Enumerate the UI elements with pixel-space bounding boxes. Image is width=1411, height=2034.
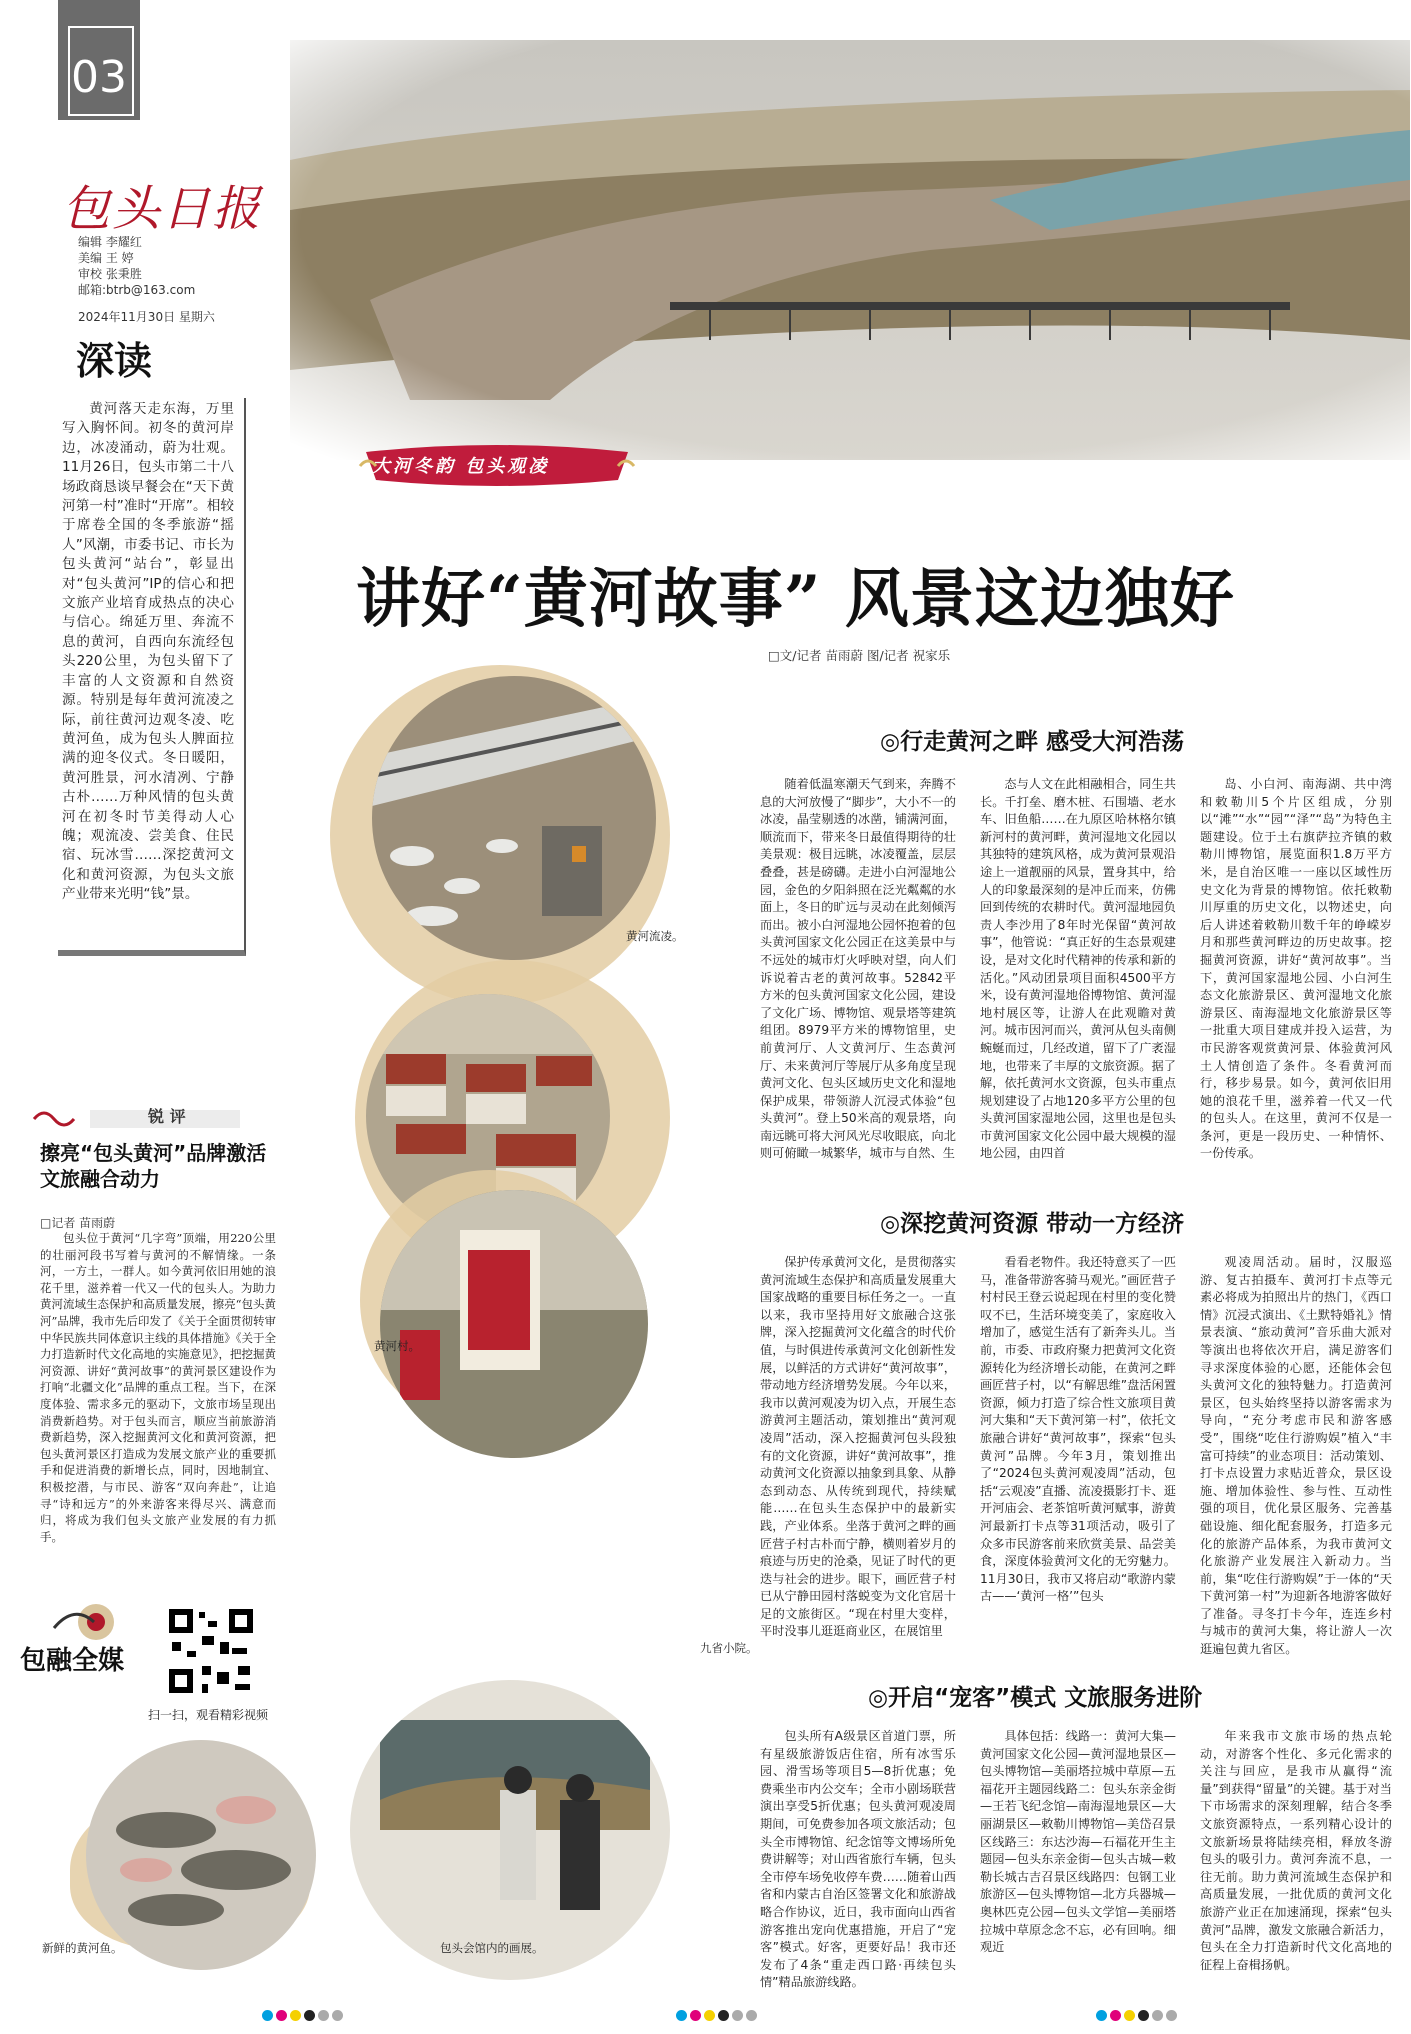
staff-proofreader: 审校 张秉胜 [78,267,142,281]
caption-art-exhibition: 包头会馆内的画展。 [440,1941,544,1955]
commentary-author: □记者 苗雨蔚 [40,1216,116,1230]
page-number: 03 [71,52,127,103]
intro-text: 黄河落天走东海，万里写入胸怀间。初冬的黄河岸边，冰凌涌动，蔚为壮观。11月26日，包头市第二十八场政商恳谈早餐会在“天下黄河第一村”准时“开席”。相较于席卷全国的冬季旅游“摇人”风潮，市委书记、市长为包头黄河“站台”，彰显出对“包头黄河”IP的信心和把文旅产业培育成热点的决心与信心。绵延万里、奔流不息的黄河，自西向东流经包头220公里，为包头留下了丰富的人文资源和自然资源。特别是每年黄河流凌之际，前往黄河边观冬凌、吃黄河鱼，成为包头人脾面拉满的迎冬仪式。冬日暖阳，黄河胜景，河水清冽、宁静古朴……万种风情的包头黄河在初冬时节美得动人心魄；观流凌、尝美食、住民宿、玩冰雪……深挖黄河文化和黄河资源，为包头文旅产业带来光明“钱”景。 [62,401,234,903]
article-col-2-3: 观凌周活动。届时，汉服巡游、复古拍摄车、黄河打卡点等元素必将成为拍照出片的热门，《西口情》沉浸式演出、《土默特婚礼》情景表演、“旅动黄河”音乐曲大派对等演出也将依次开启，满足游客们寻求深度体验的心愿，还能体会包头黄河文化的独特魅力。打造黄河景区，包头始终坚持以游客需求为导向，“充分考虑市民和游客感受”，围绕“吃住行游购娱”植入“丰富可持续”的业态项目：活动策划、打卡点设置力求贴近普众，景区设施、增加体验性、参与性、互动性强的项目，优化景区服务、完善基础设施、细化配套服务，打造多元化的旅游产品体系，为我市黄河文化旅游产业发展注入新动力。当前，集“吃住行游购娱”于一体的“天下黄河第一村”为迎新各地游客做好了准备。寻冬打卡今年，连连乡村与城市的黄河大集，将让游人一次逛遍包黄九省区。 [1200,1255,1392,1657]
banner-text: 大河冬韵 包头观凌 [372,456,550,477]
media-name: 包融全媒 [20,1646,125,1676]
color-registration-bar [676,2010,757,2022]
subheading-walk-along-river: ◎行走黄河之畔 感受大河浩荡 [880,729,1185,755]
photo-village-detail [380,1190,648,1458]
photo-river-ice [372,676,656,960]
subheading-tap-river-resources: ◎深挖黄河资源 带动一方经济 [880,1211,1185,1237]
article-col-1-3: 岛、小白河、南海湖、共中湾和敕勒川5个片区组成，分别以“滩”“水”“园”“泽”“岛”为特色主题建设。位于土右旗萨拉齐镇的敕勒川博物馆，展览面积1.8万平方米，是自治区唯一一座以区域性历史文化为背景的博物馆。依托敕勒川厚重的历史文化，以物述史，向后人讲述着敕勒川数千年的峥嵘岁月和那些黄河畔边的历史故事。挖掘黄河资源，讲好“黄河故事”。当下，黄河国家湿地公园、小白河生态文化旅游景区、黄河湿地文化旅游景区、南海湿地文化旅游景区等一批重大项目建成并投入运营，为市民游客观赏黄河景、体验黄河风土人情创造了条件。冬看黄河而行，移步易景。如今，黄河依旧用她的浪花千里，滋养着一代又一代的包头人。在这里，黄河不仅是一条河，更是一段历史、一种情怀、一份传承。 [1200,777,1392,1161]
article-col-1-1: 随着低温寒潮天气到来，奔腾不息的大河放慢了“脚步”，大小不一的冰凌，晶莹剔透的冰凿，铺满河面，顺流而下，带来冬日最值得期待的壮美景观：极目远眺，冰凌覆盖，层层叠叠，甚是磅礴。走进小白河湿地公园，金色的夕阳斜照在泛光粼粼的水面上，冬日的旷远与灵动在此刻倾泻而出。被小白河湿地公园怀抱着的包头黄河国家文化公园正在这美景中与不远处的城市灯火呼映对望，向人们诉说着古老的黄河故事。52842平方米的包头黄河国家文化公园，建设了文化广场、博物馆、观景塔等建筑组团。8979平方米的博物馆里，史前黄河厅、人文黄河厅、生态黄河厅、未来黄河厅等展厅从多角度呈现黄河文化、包头区域历史文化和湿地保护成果，带领游人沉浸式体验“包头黄河”。登上50米高的观景塔，向南远眺可将大河风光尽收眼底，向北则可俯瞰一城繁华，城市与自然、生 [760,777,956,1161]
caption-fish: 新鲜的黄河鱼。 [42,1941,123,1955]
photo-art-exhibition [350,1680,670,1980]
caption-nine-province-yard: 九省小院。 [700,1641,758,1655]
page-number-tab [58,0,140,120]
issue-date: 2024年11月30日 星期六 [78,310,215,324]
staff-list [78,234,195,298]
article-col-2-1: 保护传承黄河文化，是贯彻落实黄河流域生态保护和高质量发展重大国家战略的重要目标任务之一。一直以来，我市坚持用好文旅融合这张牌，深入挖掘黄河文化蕴含的时代价值，与时俱进传承黄河文化创新性发展，以鲜活的方式讲好“黄河故事”，带动地方经济增势发展。今年以来，我市以黄河观凌为切入点，开展生态游黄河主题活动，策划推出“黄河观凌周”活动，深入挖掘黄河包头段独有的文化资源，讲好“黄河故事”，推动黄河文化资源以抽象到具象、从静态到动态、从传统到现代，持续赋能……在包头生态保护中的最新实践，产业体系。坐落于黄河之畔的画匠营子村古朴而宁静，横则着岁月的痕迹与历史的沧桑，见证了时代的更迭与社会的进步。眼下，画匠营子村已从宁静田园村落蜕变为文化官居十足的文旅街区。“现在村里大变样，平时没事儿逛逛商业区，在展馆里 [760,1255,956,1639]
staff-editor: 编辑 李耀红 [78,235,142,249]
headline: 讲好“黄河故事” 风景这边独好 [356,562,1235,637]
caption-village: 黄河村。 [374,1339,420,1353]
section-title: 深读 [76,338,153,383]
color-registration-bar [1096,2010,1177,2022]
qr-code-icon[interactable] [166,1606,256,1696]
article-col-2-2: 看看老物件。我还特意买了一匹马，准备带游客骑马观光。”画匠营子村村民王登云说起现在村里的变化赞叹不已，生活环境变美了，家庭收入增加了，感觉生活有了新奔头儿。当前，市委、市政府聚力把黄河文化资源转化为经济增长动能，在黄河之畔画匠营子村，以“有解思维”盘活闲置资源，倾力打造了综合性文旅项目黄河大集和“天下黄河第一村”，依托文旅融合讲好“黄河故事”，探索“包头黄河”品牌。今年3月，策划推出了“2024包头黄河观凌周”活动，包括“云观凌”直播、流凌摄影打卡、逛开河庙会、老茶馆听黄河赋事，游黄河最新打卡点等31项活动，吸引了众多市民游客前来欣赏美景、品尝美食，深度体验黄河文化的无穷魅力。11月30日，我市又将启动“歌游内蒙古——‘黄河一格’”包头 [980,1255,1176,1604]
photo-yellow-river-fish [86,1740,316,1970]
article-col-1-2: 态与人文在此相融相合，同生共长。千打垒、磨木桩、石围墙、老水车、旧鱼船……在九原区哈林格尔镇新河村的黄河畔，黄河湿地文化园以其独特的建筑风格，成为黄河景观沿途上一道靓丽的风景，置身其中，给人的印象最深刻的是冲丘而来，仿佛回到传统的农耕时代。黄河湿地园负责人李沙用了8年时光保留“黄河故事”，他管说：“真正好的生态景观建设，是对文化时代精神的传承和新的活化。”风动团景项目面积4500平方米，设有黄河湿地俗博物馆、黄河湿地村展区等，让游人在此观瞻对黄河。城市因河而兴，黄河从包头南侧蜿蜒而过，几经改道，留下了广袤湿地，也带来了丰厚的文旅资源。据了解，依托黄河水文资源，包头市重点规划建设了占地120多平方公里的包头黄河国家湿地公园，这里也是包头市黄河国家文化公园中最大规模的湿地公园，由四首 [980,777,1176,1161]
article-col-3-1: 包头所有A级景区首道门票，所有星级旅游饭店住宿，所有冰雪乐园、滑雪场等项目5—8折优惠；免费乘坐市内公交车；全市小剧场联营演出享受5折优惠；包头黄河观凌周期间，可免费参加各项文旅活动；包头全市博物馆、纪念馆等文博场所免费讲解等；对山西省旅行车辆，包头全市停车场免收停车费……随着山西省和内蒙古自治区签署文化和旅游战略合作协议，近日，我市面向山西省游客推出宠向优惠措施，开启了“宠客”模式。好客，更要好品！我市还发布了4条“重走西口路·再续包头情”精品旅游线路。 [760,1729,956,1990]
byline: □文/记者 苗雨蔚 图/记者 祝家乐 [768,648,951,663]
article-col-3-2: 具体包括：线路一：黄河大集—黄河国家文化公园—黄河湿地景区—包头博物馆—美丽塔拉城中草原—五福花开主题园线路二：包头东亲金街—王若飞纪念馆—南海湿地景区—大丽湖景区—敕勒川博物馆—美岱召景区线路三：东达沙海—石福花开生主题园—包头东亲金街—包头古城—敕勒长城古吉召景区线路四：包钢工业旅游区—包头博物馆—北方兵器城—奥林匹克公园—包头文学馆—美丽塔拉城中草原念念不忘，必有回响。细观近 [980,1729,1176,1955]
caption-river-ice: 黄河流凌。 [626,929,684,943]
commentary-body: 包头位于黄河“几字弯”顶端，用220公里的壮丽河段书写着与黄河的不解情缘。一条河，一方土，一群人。如今黄河依旧用她的浪花千里，滋养着一代又一代的包头人。为助力黄河流域生态保护和高质量发展，擦亮“包头黄河”品牌，我市先后印发了《关于全面贯彻转审中华民族共同体意识主线的具体措施》《关于全力打造新时代文化高地的实施意见》，把挖掘黄河资源、讲好“黄河故事”的黄河景区建设作为打响“北疆文化”品牌的重点工程。当下，在深度体验、需求多元的驱动下，文旅市场呈现出消费新趋势。对于包头而言，顺应当前旅游消费新趋势，深入挖掘黄河文化和黄河资源，把包头黄河景区打造成为发展文旅产业的重要抓手和促进消费的新增长点，同时，因地制宜、积极挖潜，与市民、游客“双向奔赴”，让追寻“诗和远方”的外来游客来得尽兴、满意而归，将成为我们包头文旅产业发展的有力抓手。 [40,1231,276,1544]
article-col-3-3: 年来我市文旅市场的热点轮动，对游客个性化、多元化需求的关注与回应，是我市从赢得“流量”到获得“留量”的关键。基于对当下市场需求的深刻理解，结合冬季文旅资源特点，一系列精心设计的文旅新场景将陆续亮相，释放冬游包头的吸引力。黄河奔流不息，一往无前。助力黄河流域生态保护和高质量发展，一批优质的黄河文化旅游产业正在加速涌现，探索“包头黄河”品牌，激发文旅融合新活力，包头在全力打造新时代文化高地的征程上奋楫扬帆。 [1200,1729,1392,1972]
hero-river-photo [290,40,1410,460]
staff-email: 邮箱:btrb@163.com [78,283,196,297]
staff-designer: 美编 王 婷 [78,251,134,265]
color-registration-bar [262,2010,343,2022]
qr-caption: 扫一扫，观看精彩视频 [148,1708,269,1722]
commentary-label: 锐 评 [148,1107,186,1126]
masthead-logo: 包头日报 [62,181,263,237]
commentary-tag-ornament [30,1106,250,1132]
commentary-title: 擦亮“包头黄河”品牌激活文旅融合动力 [40,1141,267,1191]
subheading-pamper-guests: ◎开启“宠客”模式 文旅服务进阶 [868,1685,1203,1711]
